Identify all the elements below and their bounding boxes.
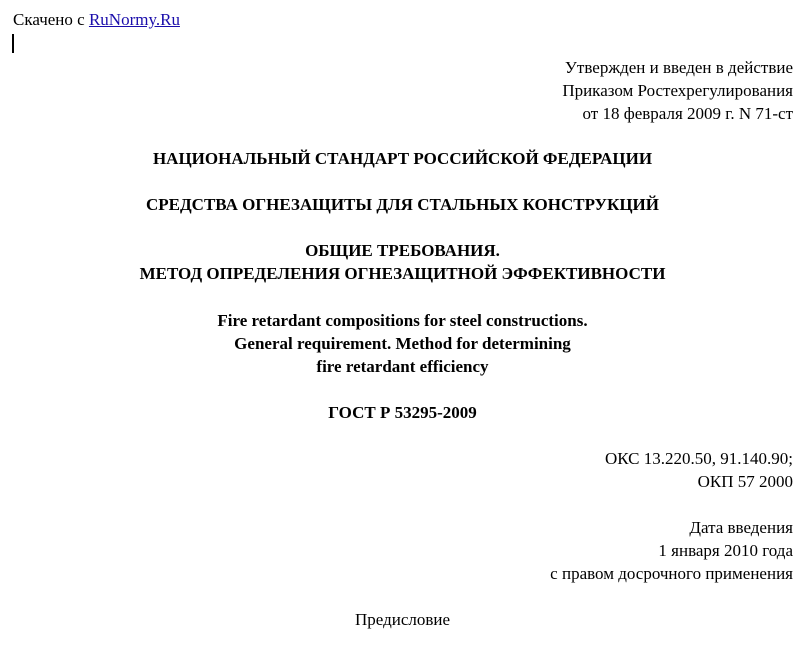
classification-line: ОКП 57 2000 xyxy=(697,472,793,491)
subtitle-line: МЕТОД ОПРЕДЕЛЕНИЯ ОГНЕЗАЩИТНОЙ ЭФФЕКТИВНОСТИ xyxy=(139,264,666,283)
section-heading-foreword: Предисловие xyxy=(354,610,451,629)
approval-line: от 18 февраля 2009 г. N 71-ст xyxy=(582,104,793,123)
classification-line: ОКС 13.220.50, 91.140.90; xyxy=(604,449,793,468)
introduction-line: 1 января 2010 года xyxy=(658,541,793,560)
introduction-date-block xyxy=(550,516,793,585)
source-line xyxy=(13,8,180,31)
introduction-line: с правом досрочного применения xyxy=(550,564,793,583)
approval-block xyxy=(562,56,793,125)
document-subtitle-ru xyxy=(0,239,799,285)
title-en-line: General requirement. Method for determining xyxy=(234,334,571,353)
classification-block xyxy=(605,447,793,493)
source-link[interactable]: RuNormy.Ru xyxy=(88,10,180,29)
standard-type-heading: НАЦИОНАЛЬНЫЙ СТАНДАРТ РОССИЙСКОЙ ФЕДЕРАЦИИ xyxy=(152,149,653,168)
document-title-ru: СРЕДСТВА ОГНЕЗАЩИТЫ ДЛЯ СТАЛЬНЫХ КОНСТРУКЦИЙ xyxy=(145,195,660,214)
introduction-line: Дата введения xyxy=(689,518,793,537)
title-en-line: Fire retardant compositions for steel constructions. xyxy=(217,311,588,330)
text-cursor xyxy=(12,34,14,53)
approval-line: Утвержден и введен в действие xyxy=(564,58,793,77)
document-title-en xyxy=(0,309,799,378)
source-prefix: Скачено с xyxy=(13,10,85,29)
subtitle-line: ОБЩИЕ ТРЕБОВАНИЯ. xyxy=(305,241,500,260)
title-en-line: fire retardant efficiency xyxy=(316,357,489,376)
standard-designation: ГОСТ Р 53295-2009 xyxy=(328,403,477,422)
approval-line: Приказом Ростехрегулирования xyxy=(562,81,793,100)
